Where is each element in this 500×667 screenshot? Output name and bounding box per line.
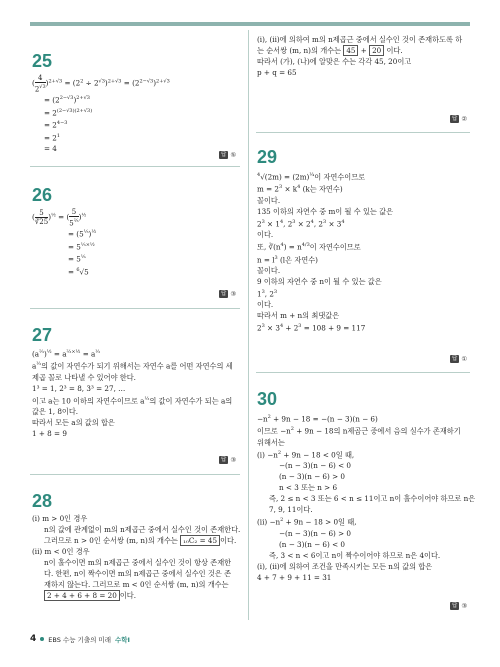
solution-line: 제곱 꼴로 나타낼 수 있어야 한다. xyxy=(32,372,136,382)
problem-number: 27 xyxy=(32,325,53,345)
problem-number: 30 xyxy=(257,389,278,409)
column-divider xyxy=(248,30,249,620)
solution-line: ( $\frac{4}{2^{√3}}$ )$^{2+√3} = (2^2 \div 2^{√3})^{2+√3} = (2^{2-√3})^{2+√3}$ xyxy=(32,74,170,94)
solution-line: = $2^{4-3}$ xyxy=(44,120,68,130)
solution-line: 즉, 2 ≤ n < 3 또는 6 < n ≤ 11이고 n이 홀수이어야 하므로 n은 xyxy=(269,494,476,504)
solution-line: 그러므로 n > 0인 순서쌍 (m, n)의 개수는 ₁₀C₂ = 45 이다. xyxy=(44,536,237,545)
subject-label: 수학Ⅰ xyxy=(115,635,130,644)
problem-number: 28 xyxy=(32,491,53,511)
solution-line: $2^3 \times 1^4$, $2^3 \times 2^4$, $2^3 \times 3^4$ xyxy=(257,218,345,229)
solution-line: = $^6$√5 xyxy=(68,266,89,276)
solution-line: 이다. xyxy=(257,230,274,240)
answer-tag: 답 xyxy=(452,603,458,609)
solution-line: 1³ = 1, 2³ = 8, 3³ = 27, … xyxy=(32,383,126,393)
solution-line: −(n − 3)(n − 6) < 0 xyxy=(279,461,351,471)
answer-mark xyxy=(450,355,467,363)
solution-line: (n − 3)(n − 6) < 0 xyxy=(279,539,345,549)
solution-line: = $(2^{2-√3})^{2+√3}$ xyxy=(44,95,90,105)
solution-line: (n − 3)(n − 6) > 0 xyxy=(279,472,345,482)
blank-box: 2 + 4 + 6 + 8 = 20 xyxy=(44,590,120,601)
solution-line: $(i) -n^2 + 9n - 18 < 0$일 때, xyxy=(257,449,355,460)
answer-value: ② xyxy=(461,115,468,123)
solution-line: 재하지 않는다. 그러므로 m < 0인 순서쌍 (m, n)의 개수는 xyxy=(44,580,229,589)
solution-line: 다. 한편, n이 짝수이면 m의 n제곱근 중에서 실수인 것은 존 xyxy=(44,569,232,578)
answer-value: ③ xyxy=(461,602,468,610)
solution-line: $-n^2 + 9n - 18 = -(n - 3)(n - 6)$ xyxy=(257,414,378,424)
solution-line: 2 + 4 + 6 + 8 = 20 이다. xyxy=(32,590,244,601)
solution-line: $^4√(2m) = (2m)^{\frac{1}{4}}$이 자연수이므로 xyxy=(257,172,366,182)
answer-value: ⑤ xyxy=(230,151,237,159)
solution-line: 또, $∛(n^4) = n^{4/3}$이 자연수이므로 xyxy=(257,242,361,252)
solution-line: 7, 9, 11이다. xyxy=(269,505,313,515)
solution-line: 즉, 3 < n < 6이고 n이 짝수이어야 하므로 n은 4이다. xyxy=(269,550,441,560)
answer-mark xyxy=(219,290,236,298)
solution-line: = $2^1$ xyxy=(44,132,61,142)
solution-line: n의 값에 관계없이 m의 n제곱근 중에서 실수인 것이 존재한다. xyxy=(44,525,241,534)
page-footer xyxy=(30,634,130,644)
top-rule xyxy=(30,22,470,26)
section-divider xyxy=(30,474,240,475)
answer-value: ③ xyxy=(230,290,237,298)
solution-line: = $(5^{\frac{1}{3}})^{\frac{1}{2}}$ xyxy=(68,229,97,239)
page-number: 4 xyxy=(30,634,37,644)
solution-line: (ii) m < 0인 경우 xyxy=(32,547,90,556)
blank-box: ₁₀C₂ = 45 xyxy=(180,535,220,546)
problem-27 xyxy=(32,326,242,439)
solution-line: (i), (ii)에 의하여 m의 n제곱근 중에서 실수인 것이 존재하도록 하 xyxy=(257,35,463,44)
solution-line: p + q = 65 xyxy=(257,68,297,77)
solution-line: $a^{\frac{1}{3}}$의 값이 자연수가 되기 위해서는 자연수 a를 어떤 자연수의 세 xyxy=(32,361,233,371)
section-divider xyxy=(256,132,470,133)
solution-line: n < 3 또는 n > 6 xyxy=(279,483,338,493)
solution-line: $(a^{\frac{2}{3}})^{\frac{1}{2}} = a^{\frac{2}{3}\times\frac{1}{2}} = a^{\frac{1}{3}}$ xyxy=(32,349,101,359)
problem-26 xyxy=(32,186,242,277)
solution-line: n이 홀수이면 m의 n제곱근 중에서 실수인 것이 항상 존재한 xyxy=(44,558,232,567)
answer-value: ① xyxy=(461,355,468,363)
problem-28-continued xyxy=(257,34,471,78)
problem-number: 25 xyxy=(32,51,53,71)
problem-25 xyxy=(32,52,242,154)
solution-line: (i), (ii)에 의하여 조건을 만족시키는 모든 n의 값의 합은 xyxy=(257,561,433,571)
answer-mark xyxy=(450,115,467,123)
answer-mark xyxy=(219,151,236,159)
solution-line: 는 순서쌍 (m, n)의 개수는 45 + 20 이다. xyxy=(257,46,403,55)
solution-line: 꼴이다. xyxy=(257,265,281,275)
answer-tag: 답 xyxy=(221,152,227,158)
solution-line: 따라서 모든 a의 값의 합은 xyxy=(32,418,115,428)
problem-30 xyxy=(257,389,476,583)
solution-line: (i) m > 0인 경우 xyxy=(32,514,88,523)
solution-line: $1^3$, $2^3$ xyxy=(257,288,278,299)
solution-line: 135 이하의 자연수 중 m이 될 수 있는 값은 xyxy=(257,206,394,216)
solution-line: 따라서 (가), (나)에 알맞은 수는 각각 45, 20이고 xyxy=(257,57,412,66)
solution-line: = $5^{\frac{1}{6}}$ xyxy=(68,254,86,264)
solution-line: −(n − 3)(n − 6) > 0 xyxy=(279,528,351,538)
bullet-icon xyxy=(40,637,44,641)
solution-line: = 4 xyxy=(44,143,57,153)
solution-line: 꼴이다. xyxy=(257,195,281,205)
solution-line: 이고 a는 10 이하의 자연수이므로 $a^{\frac{1}{3}}$의 값이 자연수가 되는 a의 xyxy=(32,395,233,406)
answer-tag: 답 xyxy=(221,291,227,297)
solution-line: 이므로 $-n^2 + 9n - 18$의 n제곱근 중에서 음의 실수가 존재하기 xyxy=(257,426,461,436)
solution-line: 9 이하의 자연수 중 n이 될 수 있는 값은 xyxy=(257,276,382,286)
section-divider xyxy=(30,308,240,309)
solution-line: 1 + 8 = 9 xyxy=(32,429,67,439)
answer-mark xyxy=(450,602,467,610)
solution-line: $n = l^3$ (l은 자연수) xyxy=(257,254,318,264)
answer-tag: 답 xyxy=(452,356,458,362)
solution-line: $(ii) -n^2 + 9n - 18 > 0$일 때, xyxy=(257,517,357,527)
solution-line: 값은 1, 8이다. xyxy=(32,407,79,417)
solution-line: = $2^{(2-√3)(2+√3)}$ xyxy=(44,107,93,118)
solution-line: 4 + 7 + 9 + 11 = 31 xyxy=(257,572,332,582)
problem-29 xyxy=(257,148,471,334)
problem-number: 29 xyxy=(257,147,278,167)
solution-line: $2^3 \times 3^4 + 2^3 = 108 + 9 = 117$ xyxy=(257,323,366,333)
answer-mark xyxy=(219,456,236,464)
solution-line: $m = 2^3 \times k^4$ (k는 자연수) xyxy=(257,184,343,194)
answer-tag: 답 xyxy=(452,116,458,122)
solution-line: = $5^{\frac{1}{3}\times\frac{1}{2}}$ xyxy=(68,241,95,252)
solution-line: 이다. xyxy=(257,300,274,310)
section-divider xyxy=(30,166,240,167)
problem-28 xyxy=(32,492,244,601)
answer-tag: 답 xyxy=(221,457,227,463)
answer-value: ③ xyxy=(230,456,237,464)
solution-line: 따라서 m + n의 최댓값은 xyxy=(257,311,340,321)
solution-line: 위해서는 xyxy=(257,437,285,447)
book-title: EBS 수능 기출의 미래 xyxy=(48,635,111,644)
section-divider xyxy=(256,372,470,373)
solution-line: ( $\frac{5}{∛25}$ )$^{\frac{1}{2}}$ = ( $\frac{5}{5^{\frac{2}{3}}}$ )$^{\frac{1}{2}}$ xyxy=(32,208,87,228)
problem-number: 26 xyxy=(32,185,53,205)
